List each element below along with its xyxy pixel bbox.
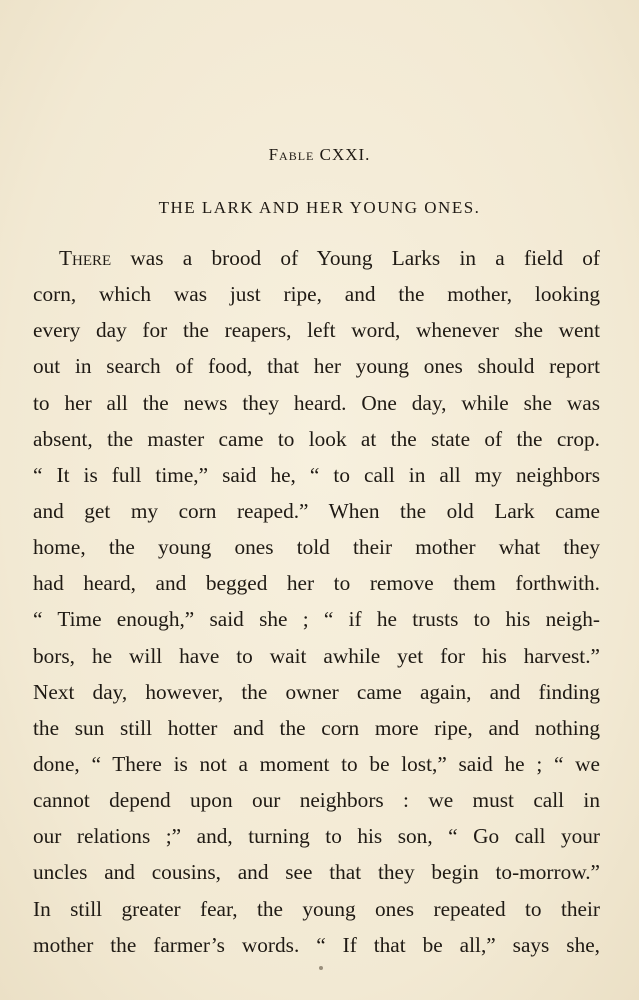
text-line: corn, which was just ripe, and the mother, looking xyxy=(33,282,600,307)
text-line: mother the farmer’s words. “ If that be all,” says she, xyxy=(33,932,600,957)
text-line: and get my corn reaped.” When the old Lark came xyxy=(33,498,600,523)
text-line: bors, he will have to wait awhile yet for his harvest.” xyxy=(33,643,600,668)
text-line: In still greater fear, the young ones repeated to their xyxy=(33,896,600,921)
fable-number xyxy=(0,145,639,165)
text-line: done, “ There is not a moment to be lost,” said he ; “ we xyxy=(33,751,600,776)
text-line: the sun still hotter and the corn more ripe, and nothing xyxy=(33,715,600,740)
text-line: Next day, however, the owner came again, and finding xyxy=(33,679,600,704)
text-line: to her all the news they heard. One day, while she was xyxy=(33,390,600,415)
fable-title: THE LARK AND HER YOUNG ONES. xyxy=(158,198,481,217)
text-line: had heard, and begged her to remove them forthwith. xyxy=(33,571,600,596)
text-line: out in search of food, that her young ones should report xyxy=(33,354,600,379)
text-line: our relations ;” and, turning to his son, “ Go call your xyxy=(33,824,600,849)
text-line xyxy=(33,240,600,276)
page-speck xyxy=(319,966,323,970)
text-line: “ It is full time,” said he, “ to call in all my neighbors xyxy=(33,462,600,487)
text-line: “ Time enough,” said she ; “ if he trusts to his neigh- xyxy=(33,607,600,632)
text-line: home, the young ones told their mother what they xyxy=(33,535,600,560)
text-line: every day for the reapers, left word, whenever she went xyxy=(33,318,600,343)
fable-body xyxy=(33,240,600,963)
text-line: uncles and cousins, and see that they begin to-morrow.” xyxy=(33,860,600,885)
text-line-rest: was a brood of Young Larks in a field of xyxy=(111,246,600,270)
text-line: cannot depend upon our neighbors : we must call in xyxy=(33,788,600,813)
text-line: absent, the master came to look at the state of the crop. xyxy=(33,426,600,451)
fable-number-text: Fable CXXI. xyxy=(268,145,371,164)
opening-word: There xyxy=(59,246,112,270)
